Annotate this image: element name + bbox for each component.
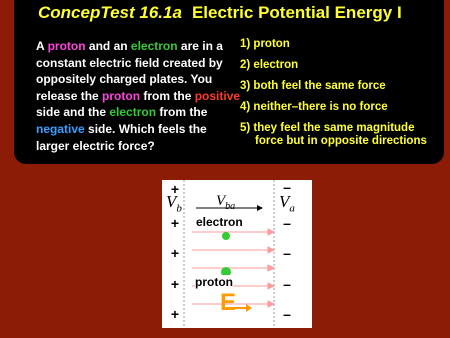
plus-sign: + bbox=[170, 245, 180, 261]
e-vector-arrowhead bbox=[246, 304, 252, 312]
vba-subscript: ba bbox=[225, 201, 236, 212]
q-proton: proton bbox=[102, 88, 141, 103]
q-electron: electron bbox=[109, 105, 157, 120]
capacitor-diagram bbox=[162, 180, 312, 328]
electron-dot bbox=[222, 232, 230, 240]
field-arrowhead bbox=[268, 229, 274, 235]
vb-label bbox=[166, 192, 182, 214]
plus-sign: + bbox=[170, 215, 180, 231]
q-seg: from the bbox=[156, 105, 208, 120]
question-text bbox=[36, 38, 241, 154]
plus-sign: + bbox=[170, 306, 180, 322]
plus-sign: + bbox=[170, 181, 180, 197]
q-seg: and an bbox=[85, 39, 131, 53]
minus-sign: – bbox=[283, 179, 291, 195]
choice-1[interactable]: 1) proton bbox=[240, 38, 290, 50]
va-label bbox=[279, 192, 295, 214]
q-seg: side. Which feels the larger electric force? bbox=[36, 121, 207, 153]
q-electron: electron bbox=[130, 39, 178, 53]
vba-label bbox=[216, 193, 235, 212]
field-arrowhead bbox=[268, 265, 274, 271]
q-seg: side and the bbox=[36, 105, 110, 120]
electron-label: electron bbox=[196, 215, 243, 229]
minus-sign: – bbox=[283, 245, 291, 261]
choice-2[interactable]: 2) electron bbox=[240, 59, 299, 71]
field-arrowhead bbox=[268, 301, 274, 307]
minus-sign: – bbox=[283, 215, 291, 231]
field-arrowhead bbox=[268, 283, 274, 289]
vb-subscript: b bbox=[176, 202, 182, 215]
va-subscript: a bbox=[289, 202, 295, 215]
choice-3[interactable]: 3) both feel the same force bbox=[240, 80, 386, 92]
q-seg: A bbox=[36, 39, 48, 53]
vba-arrow-head bbox=[257, 205, 263, 211]
slide-title bbox=[38, 3, 438, 27]
choice-5-label: 5) they feel the same magnitude bbox=[240, 122, 415, 134]
minus-sign: – bbox=[283, 306, 291, 322]
title-concept-test: ConcepTest 16.1a bbox=[38, 3, 182, 22]
minus-sign: – bbox=[283, 276, 291, 292]
q-proton: proton bbox=[47, 39, 86, 53]
plus-sign: + bbox=[170, 276, 180, 292]
vb-symbol: V bbox=[166, 192, 177, 211]
e-field-label: E bbox=[220, 289, 237, 316]
proton-label: proton bbox=[195, 275, 233, 289]
choice-4[interactable]: 4) neither–there is no force bbox=[240, 101, 388, 113]
vba-symbol: V bbox=[216, 193, 226, 209]
q-seg: from the bbox=[140, 88, 195, 103]
q-positive: positive bbox=[194, 88, 241, 103]
title-topic: Electric Potential Energy I bbox=[191, 3, 402, 22]
va-symbol: V bbox=[279, 192, 290, 211]
q-seg: are in a constant electric field created by oppositely charged plates. You release the bbox=[36, 39, 223, 103]
choice-5-continued: force but in opposite directions bbox=[255, 135, 427, 147]
field-arrowhead bbox=[268, 247, 274, 253]
choice-5[interactable] bbox=[240, 122, 414, 135]
q-negative: negative bbox=[36, 121, 85, 136]
